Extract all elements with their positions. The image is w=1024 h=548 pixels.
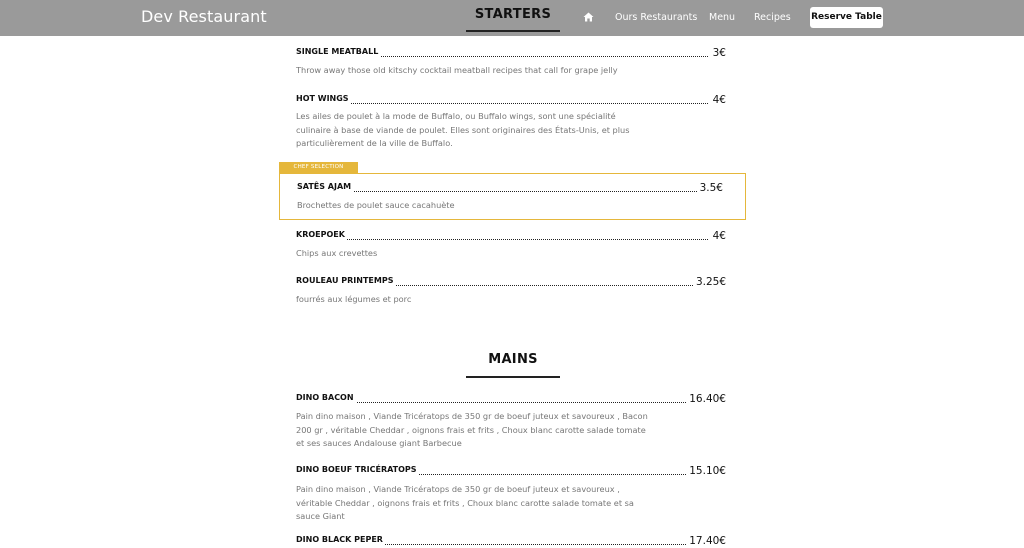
item-price: 3.25€ xyxy=(695,276,726,288)
item-price: 17.40€ xyxy=(689,535,726,547)
section-underline-starters xyxy=(466,30,560,32)
nav-link-menu[interactable]: Menu xyxy=(709,12,736,23)
section-title-starters: STARTERS xyxy=(474,7,552,22)
item-price: 4€ xyxy=(712,94,726,106)
menu-item xyxy=(296,464,726,521)
item-name: HOT WINGS xyxy=(296,94,349,103)
item-leader-dots xyxy=(349,402,686,403)
item-leader-dots xyxy=(343,103,708,104)
chef-selection-badge: CHEF SELECTION xyxy=(279,162,358,173)
item-price: 3€ xyxy=(712,47,726,59)
item-name: SINGLE MEATBALL xyxy=(296,47,379,56)
item-leader-dots xyxy=(348,191,697,192)
item-price: 16.40€ xyxy=(689,393,726,405)
section-underline-mains xyxy=(466,376,560,378)
item-price: 3.5€ xyxy=(699,182,723,194)
item-name: KROEPOEK xyxy=(296,230,345,239)
item-description: Chips aux crevettes xyxy=(296,248,378,258)
reserve-table-button[interactable]: Reserve Table xyxy=(810,7,883,28)
menu-item xyxy=(296,392,726,448)
menu-item xyxy=(296,93,726,148)
item-name: DINO BACON xyxy=(296,393,354,402)
menu-item xyxy=(296,46,726,75)
item-leader-dots xyxy=(402,474,690,475)
item-leader-dots xyxy=(341,239,708,240)
item-name: DINO BLACK PEPER xyxy=(296,535,383,544)
item-description: Les ailes de poulet à la mode de Buffalo, ou Buffalo wings, sont une spécialité culinaire à base de viande de poulet. Elles sont originaires des États-Unis, et plus particulièrement de la ville de Buffalo. xyxy=(296,111,630,148)
item-description: fourrés aux légumes et porc xyxy=(296,294,412,304)
item-price: 4€ xyxy=(712,230,726,242)
item-name: DINO BOEUF TRICÉRATOPS xyxy=(296,465,417,474)
menu-item xyxy=(296,534,726,548)
nav-link-recipes[interactable]: Recipes xyxy=(754,12,791,23)
item-description: Pain dino maison , Viande Tricératops de 350 gr de boeuf juteux et savoureux , véritable Cheddar , oignons frais et frits , Choux blanc carotte salade tomate et sa sauce Giant xyxy=(296,484,634,521)
home-icon[interactable] xyxy=(583,12,594,22)
item-leader-dots xyxy=(380,285,693,286)
item-leader-dots xyxy=(364,56,708,57)
menu-item-featured xyxy=(297,181,725,210)
menu-item xyxy=(296,229,726,258)
item-name: ROULEAU PRINTEMPS xyxy=(296,276,394,285)
menu-item xyxy=(296,275,726,304)
item-price: 15.10€ xyxy=(689,465,726,477)
brand-logo-text[interactable]: Dev Restaurant xyxy=(141,7,267,26)
item-description: Pain dino maison , Viande Tricératops de 350 gr de boeuf juteux et savoureux , Bacon 200 gr , véritable Cheddar , oignons frais et frits , Choux blanc carotte salade tomate et ses sauces Andalouse giant Barbecue xyxy=(296,411,648,448)
item-description: Brochettes de poulet sauce cacahuète xyxy=(297,200,455,210)
section-title-mains: MAINS xyxy=(488,352,538,367)
item-name: SATÊS AJAM xyxy=(297,182,352,191)
nav-link-ours-restaurants[interactable]: Ours Restaurants xyxy=(615,12,698,23)
item-leader-dots xyxy=(376,544,690,545)
item-description: Throw away those old kitschy cocktail meatball recipes that call for grape jelly xyxy=(296,65,618,75)
